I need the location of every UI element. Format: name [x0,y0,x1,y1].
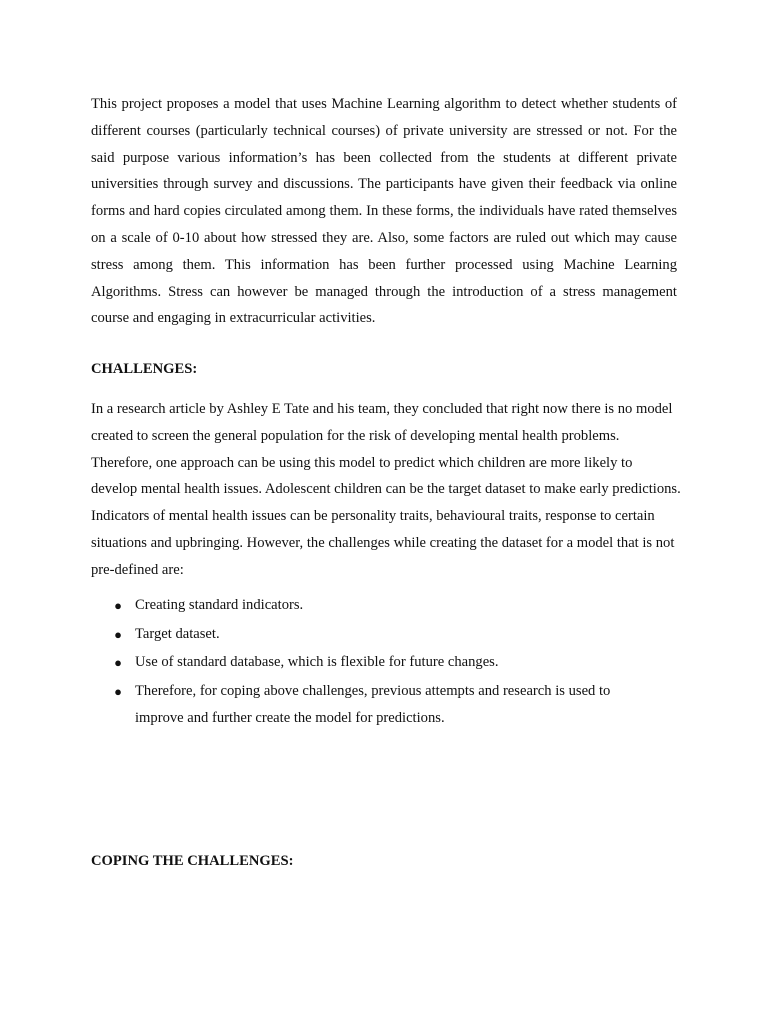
bullet-item [91,678,651,733]
intro-paragraph: This project proposes a model that uses Machine Learning algorithm to detect whether students of different courses (particularly technical courses) of private university are stressed or not. For the said purpose various information’s has been collected from the students at different private universities through survey and discussions. The participants have given their feedback via online forms and hard copies circulated among them. In these forms, the individuals have rated themselves on a scale of 0-10 about how stressed they are. Also, some factors are ruled out which may cause stress among them. This information has been further processed using Machine Learning Algorithms. Stress can however be managed through the introduction of a stress management course and engaging in extracurricular activities. [91,96,677,327]
bullet-item [91,592,651,620]
challenges-heading: CHALLENGES: [91,361,198,377]
coping-heading: COPING THE CHALLENGES: [91,853,294,869]
bullet-dot-icon: ● [114,626,122,642]
challenges-paragraph: In a research article by Ashley E Tate and his team, they concluded that right now there is no model created to screen the general population for the risk of developing mental health problems. Therefore, one approach can be using this model to predict which children are more likely to develop mental health issues. Adolescent children can be the target dataset to make early predictions. Indicators of mental health issues can be personality traits, behavioural traits, response to certain situations and upbringing. However, the challenges while creating the dataset for a model that is not pre-defined are: [91,401,681,578]
bullet-dot-icon: ● [114,683,122,699]
bullet-dot-icon: ● [114,598,122,613]
bullet-text: Therefore, for coping above challenges, previous attempts and research is used to improve and further create the model for predictions. [135,682,611,726]
challenges-bullet-list [91,592,651,734]
bullet-text: Use of standard database, which is flexible for future changes. [135,654,499,670]
bullet-item [91,649,651,677]
bullet-dot-icon: ● [114,655,122,670]
bullet-item [91,621,651,649]
bullet-text: Creating standard indicators. [135,597,304,613]
bullet-text: Target dataset. [135,625,220,642]
